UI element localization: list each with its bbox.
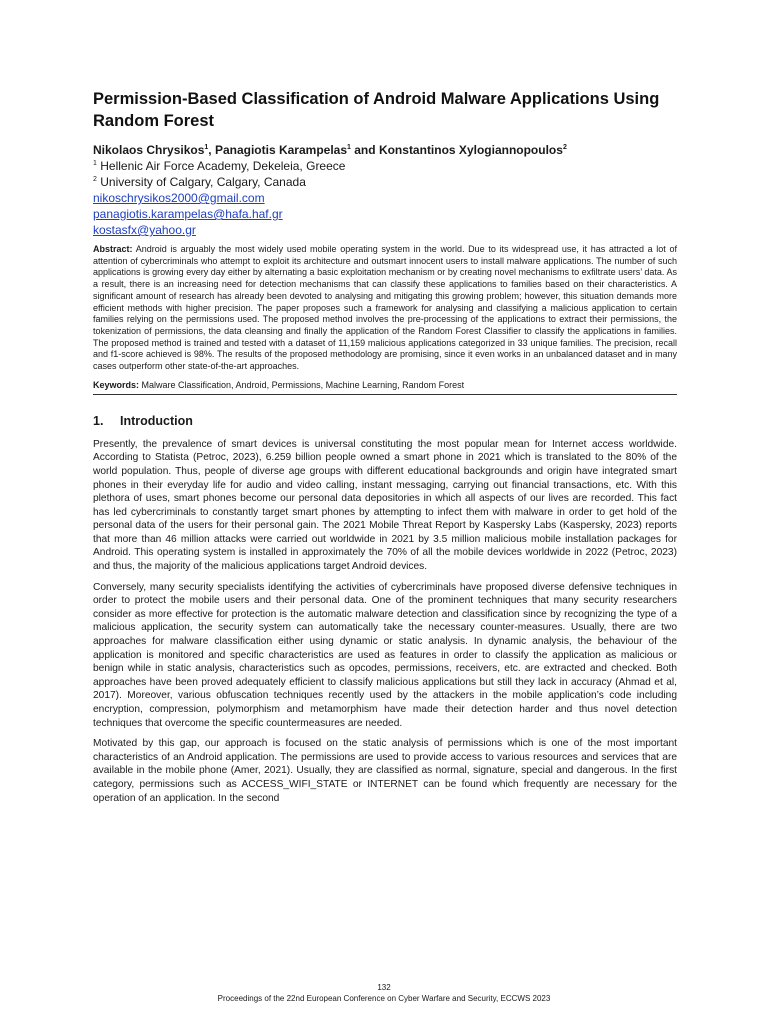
paper-title: Permission-Based Classification of Android Malware Applications Using Random Forest bbox=[93, 90, 660, 130]
author-3-affil: 2 bbox=[562, 144, 567, 151]
affiliation-1 bbox=[93, 158, 677, 174]
author-2: Panagiotis Karampelas bbox=[214, 143, 348, 157]
affiliation-2-sup: 2 bbox=[93, 176, 97, 183]
email-link-2[interactable]: panagiotis.karampelas@hafa.haf.gr bbox=[93, 207, 283, 221]
author-2-affil: 1 bbox=[347, 144, 351, 151]
keywords-label: Keywords: bbox=[93, 379, 140, 390]
paragraph-3: Motivated by this gap, our approach is focused on the static analysis of permissions which is one of the most important characteristics of an Android application. The permissions are used to provide access to various resources and services that are available in the mobile phone (Amer, 2021). Usually, they are classified as normal, signature, special and dangerous. In the first category, permissions such as ACCESS_WIFI_STATE or INTERNET can be found which frequently are necessary for the operation of an application. In the second bbox=[93, 738, 677, 804]
affiliation-2 bbox=[93, 174, 677, 190]
affiliation-1-text: Hellenic Air Force Academy, Dekeleia, Greece bbox=[96, 159, 346, 173]
email-link-1[interactable]: nikoschrysikos2000@gmail.com bbox=[93, 191, 265, 205]
email-link-3[interactable]: kostasfx@yahoo.gr bbox=[93, 223, 196, 237]
section-title: Introduction bbox=[120, 413, 193, 428]
author-sep-1: , bbox=[208, 143, 215, 157]
keywords bbox=[93, 379, 677, 395]
affiliation-2-text: University of Calgary, Calgary, Canada bbox=[96, 175, 306, 189]
abstract-text: Android is arguably the most widely used mobile operating system in the world. Due to its widespread use, it has attracted a lot of attention of cybercriminals who attempt to exploit its architecture and outsmart innocent users to install malware applications. The number of such applications is growing every day either by alternating a basic exploitation mechanism or by creating novel mechanisms to exfiltrate users’ data. As a result, there is an increasing need for detection mechanisms that can classify these applications to families based on their characteristics. A significant amount of research has already been devoted to analysing and mitigating this growing problem; however, this situation demands more efficient methods with higher precision. The paper proposes such a framework for analysing and classifying a malicious application to certain families relying on the permissions used. The proposed method involves the pre-processing of the applications to extract their permissions, the tokenization of permissions, the data cleansing and finally the application of the Random Forest Classifier to classify the applications in families. The proposed method is trained and tested with a dataset of 11,159 malicious applications categorized in 33 unique families. The precision, recall and f1-score achieved is 98%. The results of the proposed methodology are promising, since it even works in an unbalanced dataset and in many cases outperform other state-of-the-art approaches. bbox=[93, 244, 677, 372]
affiliation-1-sup: 1 bbox=[93, 160, 97, 167]
author-sep-2: and bbox=[350, 143, 379, 157]
paper-page bbox=[93, 88, 677, 812]
author-1: Nikolaos Chrysikos bbox=[93, 143, 205, 157]
section-number: 1. bbox=[93, 413, 104, 428]
section-heading-introduction bbox=[93, 413, 677, 429]
author-1-affil: 1 bbox=[204, 144, 209, 151]
author-list bbox=[93, 142, 677, 158]
author-3: Konstantinos Xylogiannopoulos bbox=[378, 143, 563, 157]
paragraph-1: Presently, the prevalence of smart devices is universal constituting the most popular mean for Internet access worldwide. According to Statista (Petroc, 2023), 6.259 billion people owned a smart phone in 2021 which is translated to the 80% of the world population. Thus, people of diverse age groups with different educational backgrounds and origin have integrated smart phones in their everyday life for audio and video calling, instant messaging, carrying out financial transactions, etc. With this plethora of uses, smart phones become our personal data depositories in which all aspects of our lives are recorded. This fact has led cybercriminals to constantly target smart phones by attempting to infect them with malware in order to get hold of the personal data of the users for their personal gain. The 2021 Mobile Threat Report by Kaspersky Labs (Kaspersky, 2023) reports that more than 46 million attacks were carried out worldwide in 2021 by 3.5 million malicious mobile installation packages for Android. This operating system is installed in approximately the 70% of all the mobile devices worldwide in 2022 (Petroc, 2023) and thus, the majority of the malicious applications target Android devices. bbox=[93, 438, 677, 573]
page-number: 132 bbox=[377, 983, 391, 992]
proceedings-footer: Proceedings of the 22nd European Conference on Cyber Warfare and Security, ECCWS 2023 bbox=[217, 994, 551, 1003]
paragraph-2: Conversely, many security specialists identifying the activities of cybercriminals have proposed diverse defensive techniques in order to protect the mobile users and their personal data. One of the prominent techniques that many security researchers consider as more effective for protection is the automatic malware detection and classification since by recognizing the type of a malicious application, the security system can automatically take the necessary counter-measures. Usually, there are two approaches for malware classification either using dynamic or static analysis. In dynamic analysis, the behaviour of the application is monitored and specific characteristics are used as features in order to classify the application as malicious or benign while in static analysis, characteristics such as opcodes, permissions, receivers, etc. are extracted and checked. Both approaches have been proved adequately efficient to classify malicious applications but still they lack in accuracy (Ahmad et al, 2017). Moreover, various obfuscation techniques recently used by the attackers in the mobile application’s code including encryption, compression, polymorphism and metamorphism have made their detection harder and thus novel detection techniques that overcome the specific countermeasures are needed. bbox=[93, 581, 677, 729]
abstract bbox=[93, 244, 677, 373]
keywords-text: Malware Classification, Android, Permissions, Machine Learning, Random Forest bbox=[139, 379, 465, 390]
abstract-label: Abstract: bbox=[93, 244, 133, 254]
